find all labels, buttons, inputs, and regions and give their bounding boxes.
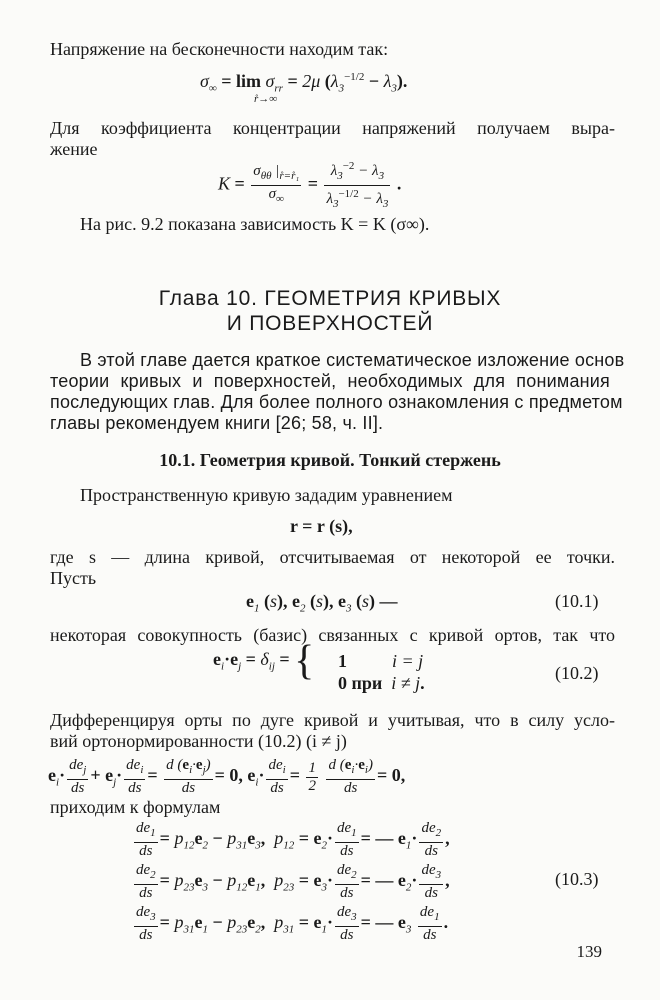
equation-number-10-2: (10.2) <box>555 663 599 683</box>
formula-frenet-row3: $\frac{de_3}{ds}$ = $p_{31}e_1 - p_{23}e_2$, $p_{31} = e_1\cdot$ $\frac{de_3}{ds}$ = — $e_3$ $\frac{de_1}{ds}$ . <box>136 904 449 943</box>
chapter-title-line1: Глава 10. ГЕОМЕТРИЯ КРИВЫХ <box>158 287 502 310</box>
formula-kronecker-case2: 0 при i ≠ j. <box>338 673 425 693</box>
paragraph-arc-length-line1: где s — длина кривой, отсчитываемая от некоторой ее точки. <box>50 547 615 567</box>
paragraph-figure-ref: На рис. 9.2 показана зависимость K = K (σ∞). <box>80 214 430 234</box>
section-title: 10.1. Геометрия кривой. Тонкий стержень <box>159 450 501 470</box>
paragraph-formulas-intro: приходим к формулам <box>50 797 221 817</box>
chapter-title-line2: И ПОВЕРХНОСТЕЙ <box>226 312 434 335</box>
formula-r-of-s: r = r (s), <box>290 516 353 536</box>
page-number: 139 <box>576 942 602 961</box>
paragraph-curve-equation: Пространственную кривую зададим уравнением <box>80 485 453 505</box>
intro-line2: теории кривых и поверхностей, необходимых для понимания <box>50 371 610 391</box>
formula-concentration-K: K = $\frac{\sigma_{\theta\theta} |_{r̊=r̊_1}}{\sigma_\infty}$ = $\frac{\lambda_3^{-2} - \lambda_3}{\lambda_3^{-1/2} - \lambda_3}$ . <box>218 160 402 210</box>
paragraph-basis: некоторая совокупность (базис) связанных с кривой ортов, так что <box>50 625 615 645</box>
equation-number-10-3: (10.3) <box>555 869 599 889</box>
paragraph-differentiating-line1: Дифференцируя орты по дуге кривой и учитывая, что в силу усло- <box>50 710 615 730</box>
formula-limit-subscript: r̊→∞ <box>254 93 278 105</box>
formula-basis-vectors: $e_1$ (s), $e_2$ (s), $e_3$ (s) — <box>246 591 398 615</box>
equation-number-10-1: (10.1) <box>555 591 599 611</box>
formula-kronecker-case1: 1 i = j <box>338 651 424 671</box>
paragraph-concentration-line1: Для коэффициента концентрации напряжений получаем выра- <box>50 118 615 138</box>
paragraph-concentration-line2: жение <box>50 139 98 159</box>
formula-frenet-row1: $\frac{de_1}{ds}$ = $p_{12}e_2 - p_{31}e_3$, $p_{12} = e_2\cdot$ $\frac{de_1}{ds}$ = — $e_1\cdot$ $\frac{de_2}{ds}$ , <box>136 820 450 859</box>
intro-line4: главы рекомендуем книги [26; 58, ч. II]. <box>50 413 384 433</box>
paragraph-differentiating-line2: вий ортонормированности (10.2) (i ≠ j) <box>50 731 347 751</box>
formula-sigma-infinity: $\sigma_\infty = \lim \sigma_{rr} = 2\mu$ $(\lambda_3^{-1/2} - \lambda_3)$. <box>200 71 408 95</box>
formula-frenet-row2: $\frac{de_2}{ds}$ = $p_{23}e_3 - p_{12}e_1$, $p_{23} = e_3\cdot$ $\frac{de_2}{ds}$ = — $e_2\cdot$ $\frac{de_3}{ds}$ , <box>136 862 450 901</box>
intro-line3: последующих глав. Для более полного ознакомления с предметом <box>50 392 623 412</box>
formula-kronecker-delta: $e_i\cdot e_j = \delta_{ij}$ = { <box>213 637 315 684</box>
paragraph-arc-length-line2: Пусть <box>50 568 97 588</box>
paragraph-stress-infinity: Напряжение на бесконечности находим так: <box>50 39 389 59</box>
formula-orthonormal-derivatives: $e_i\cdot$ $\frac{de_j}{ds}$ + $e_j\cdot$ $\frac{de_i}{ds}$ = $\frac{d (e_i\cdot e_j)}{ds}$ = 0, $e_i\cdot$ $\frac{de_i}{ds}$ = $\frac{1}{2}$ $\frac{d (e_i\cdot e_i)}{ds}$ = 0, <box>48 757 406 796</box>
intro-line1: В этой главе дается краткое систематическое изложение основ <box>80 350 625 370</box>
